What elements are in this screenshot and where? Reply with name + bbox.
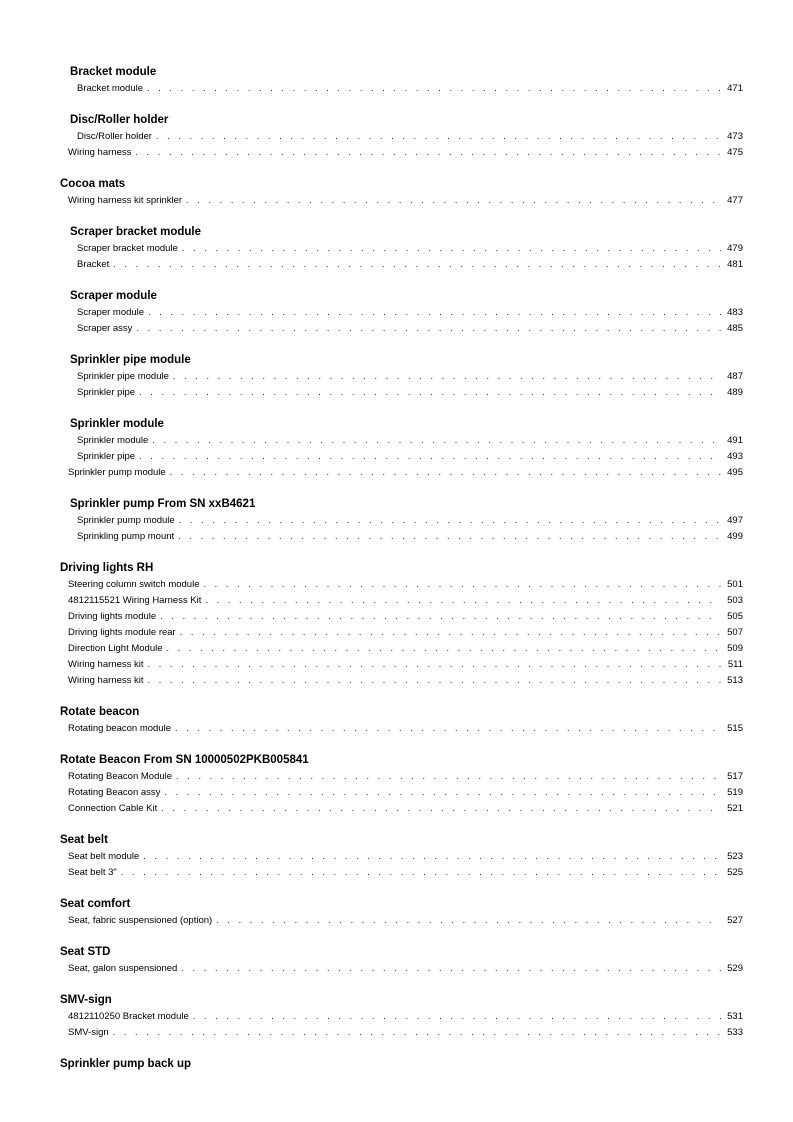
entry-page-number: 503 (727, 595, 743, 606)
toc-section (0, 176, 793, 208)
section-gap (0, 96, 793, 112)
entry-page-number: 473 (727, 131, 743, 142)
section-gap (0, 160, 793, 176)
dot-leader (193, 1008, 721, 1024)
dot-leader (113, 1024, 721, 1040)
dot-leader (179, 512, 721, 528)
toc-section (0, 112, 793, 160)
section-heading: Sprinkler pump back up (60, 1058, 191, 1070)
entry-page-number: 493 (727, 451, 743, 462)
toc-entry[interactable] (0, 864, 743, 880)
dot-leader (121, 864, 721, 880)
entry-page-number: 487 (727, 371, 743, 382)
dot-leader (216, 912, 721, 928)
toc-entry[interactable] (0, 128, 743, 144)
entry-page-number: 523 (727, 851, 743, 862)
entry-page-number: 507 (727, 627, 743, 638)
dot-leader (143, 848, 721, 864)
entry-label: Scraper bracket module (77, 243, 178, 254)
toc-entry[interactable] (0, 656, 743, 672)
section-gap (0, 736, 793, 752)
section-heading: Bracket module (70, 66, 157, 78)
entry-label: Wiring harness kit (68, 675, 144, 686)
entry-label: Scraper module (77, 307, 145, 318)
dot-leader (186, 192, 721, 208)
entry-label: Connection Cable Kit (68, 803, 158, 814)
toc-entry[interactable] (0, 384, 743, 400)
toc-entry[interactable] (0, 720, 743, 736)
entry-label: Rotating Beacon assy (68, 787, 161, 798)
dot-leader (203, 576, 721, 592)
entry-label: Direction Light Module (68, 643, 163, 654)
entry-label: Driving lights module rear (68, 627, 176, 638)
toc-section (0, 992, 793, 1040)
entry-page-number: 479 (727, 243, 743, 254)
entry-page-number: 521 (727, 803, 743, 814)
entry-page-number: 477 (727, 195, 743, 206)
toc-entry[interactable] (0, 192, 743, 208)
toc-entry[interactable] (0, 640, 743, 656)
section-gap (0, 272, 793, 288)
toc-entry[interactable] (0, 960, 743, 976)
toc-entry[interactable] (0, 672, 743, 688)
section-heading: Rotate Beacon From SN 10000502PKB005841 (60, 754, 309, 766)
section-gap (0, 208, 793, 224)
dot-leader (182, 240, 721, 256)
entry-label: Sprinkler pipe (77, 451, 136, 462)
entry-label: Rotating Beacon Module (68, 771, 173, 782)
toc-entry[interactable] (0, 912, 743, 928)
entry-page-number: 499 (727, 531, 743, 542)
section-gap (0, 928, 793, 944)
entry-page-number: 475 (727, 147, 743, 158)
entry-page-number: 485 (727, 323, 743, 334)
toc-entry[interactable] (0, 1024, 743, 1040)
entry-label: Sprinkler pump module (77, 515, 175, 526)
entry-page-number: 527 (727, 915, 743, 926)
entry-page-number: 533 (727, 1027, 743, 1038)
toc-section (0, 224, 793, 272)
dot-leader (148, 656, 722, 672)
entry-page-number: 495 (727, 467, 743, 478)
section-heading: Driving lights RH (60, 562, 154, 574)
section-gap (0, 816, 793, 832)
toc-section (0, 1056, 793, 1072)
section-gap (0, 976, 793, 992)
dot-leader (164, 784, 721, 800)
dot-leader (180, 624, 721, 640)
entry-label: Steering column switch module (68, 579, 200, 590)
toc-section (0, 496, 793, 544)
section-gap (0, 688, 793, 704)
toc-entry[interactable] (0, 80, 743, 96)
toc-entry[interactable] (0, 256, 743, 272)
toc-entry[interactable] (0, 304, 743, 320)
dot-leader (152, 432, 721, 448)
entry-page-number: 519 (727, 787, 743, 798)
entry-page-number: 497 (727, 515, 743, 526)
entry-label: Wiring harness (68, 147, 132, 158)
section-heading: Rotate beacon (60, 706, 140, 718)
toc-entry[interactable] (0, 576, 743, 592)
toc-entry[interactable] (0, 528, 743, 544)
dot-leader (167, 640, 721, 656)
toc-section (0, 352, 793, 400)
entry-label: Scraper assy (77, 323, 133, 334)
toc-section (0, 752, 793, 816)
section-gap (0, 480, 793, 496)
entry-page-number: 481 (727, 259, 743, 270)
entry-label: Seat, galon suspensioned (68, 963, 178, 974)
section-heading: SMV-sign (60, 994, 112, 1006)
entry-page-number: 511 (727, 659, 743, 670)
entry-label: Sprinkling pump mount (77, 531, 175, 542)
toc-entry[interactable] (0, 800, 743, 816)
toc-entry[interactable] (0, 1008, 743, 1024)
section-gap (0, 544, 793, 560)
toc-entry[interactable] (0, 624, 743, 640)
entry-label: Sprinkler pipe module (77, 371, 169, 382)
entry-label: 4812110250 Bracket module (68, 1011, 189, 1022)
dot-leader (161, 800, 721, 816)
entry-label: Seat belt module (68, 851, 140, 862)
toc-section (0, 704, 793, 736)
entry-label: Bracket (77, 259, 110, 270)
dot-leader (205, 592, 721, 608)
entry-label: 4812115521 Wiring Harness Kit (68, 595, 202, 606)
table-of-contents (0, 64, 793, 1072)
entry-label: Bracket module (77, 83, 144, 94)
section-heading: Sprinkler pump From SN xxB4621 (70, 498, 256, 510)
entry-label: Driving lights module (68, 611, 157, 622)
entry-label: Wiring harness kit (68, 659, 144, 670)
entry-page-number: 491 (727, 435, 743, 446)
section-heading: Cocoa mats (60, 178, 126, 190)
dot-leader (148, 304, 721, 320)
dot-leader (176, 768, 721, 784)
dot-leader (136, 320, 721, 336)
entry-label: Sprinkler module (77, 435, 149, 446)
entry-page-number: 525 (727, 867, 743, 878)
toc-entry[interactable] (0, 240, 743, 256)
toc-entry[interactable] (0, 592, 743, 608)
section-heading: Sprinkler pipe module (70, 354, 191, 366)
toc-entry[interactable] (0, 144, 743, 160)
entry-page-number: 531 (727, 1011, 743, 1022)
toc-section (0, 288, 793, 336)
entry-label: SMV-sign (68, 1027, 109, 1038)
section-gap (0, 400, 793, 416)
toc-entry[interactable] (0, 368, 743, 384)
dot-leader (139, 448, 721, 464)
dot-leader (173, 368, 721, 384)
entry-label: Seat belt 3" (68, 867, 117, 878)
dot-leader (113, 256, 721, 272)
entry-page-number: 509 (727, 643, 743, 654)
entry-page-number: 489 (727, 387, 743, 398)
dot-leader (160, 608, 721, 624)
section-heading: Seat comfort (60, 898, 131, 910)
toc-entry[interactable] (0, 432, 743, 448)
dot-leader (148, 672, 722, 688)
entry-page-number: 471 (727, 83, 743, 94)
toc-section (0, 416, 793, 480)
section-heading: Sprinkler module (70, 418, 164, 430)
toc-section (0, 944, 793, 976)
section-heading: Scraper bracket module (70, 226, 202, 238)
section-heading: Scraper module (70, 290, 157, 302)
dot-leader (178, 528, 721, 544)
toc-section (0, 560, 793, 688)
entry-page-number: 515 (727, 723, 743, 734)
entry-label: Sprinkler pipe (77, 387, 136, 398)
toc-section (0, 64, 793, 96)
dot-leader (175, 720, 721, 736)
entry-label: Disc/Roller holder (77, 131, 152, 142)
entry-page-number: 483 (727, 307, 743, 318)
entry-page-number: 513 (727, 675, 743, 686)
entry-label: Rotating beacon module (68, 723, 171, 734)
dot-leader (181, 960, 721, 976)
entry-label: Wiring harness kit sprinkler (68, 195, 183, 206)
entry-label: Seat, fabric suspensioned (option) (68, 915, 213, 926)
toc-entry[interactable] (0, 768, 743, 784)
toc-entry[interactable] (0, 512, 743, 528)
toc-section (0, 896, 793, 928)
section-heading: Seat STD (60, 946, 111, 958)
toc-entry[interactable] (0, 448, 743, 464)
section-heading: Seat belt (60, 834, 108, 846)
dot-leader (139, 384, 721, 400)
dot-leader (156, 128, 721, 144)
toc-entry[interactable] (0, 608, 743, 624)
toc-entry[interactable] (0, 784, 743, 800)
entry-page-number: 517 (727, 771, 743, 782)
section-gap (0, 336, 793, 352)
entry-page-number: 501 (727, 579, 743, 590)
toc-entry[interactable] (0, 848, 743, 864)
section-gap (0, 880, 793, 896)
entry-page-number: 505 (727, 611, 743, 622)
toc-entry[interactable] (0, 464, 743, 480)
toc-entry[interactable] (0, 320, 743, 336)
toc-section (0, 832, 793, 880)
section-heading: Disc/Roller holder (70, 114, 169, 126)
dot-leader (147, 80, 721, 96)
dot-leader (135, 144, 721, 160)
section-gap (0, 1040, 793, 1056)
dot-leader (170, 464, 721, 480)
entry-page-number: 529 (727, 963, 743, 974)
entry-label: Sprinkler pump module (68, 467, 166, 478)
